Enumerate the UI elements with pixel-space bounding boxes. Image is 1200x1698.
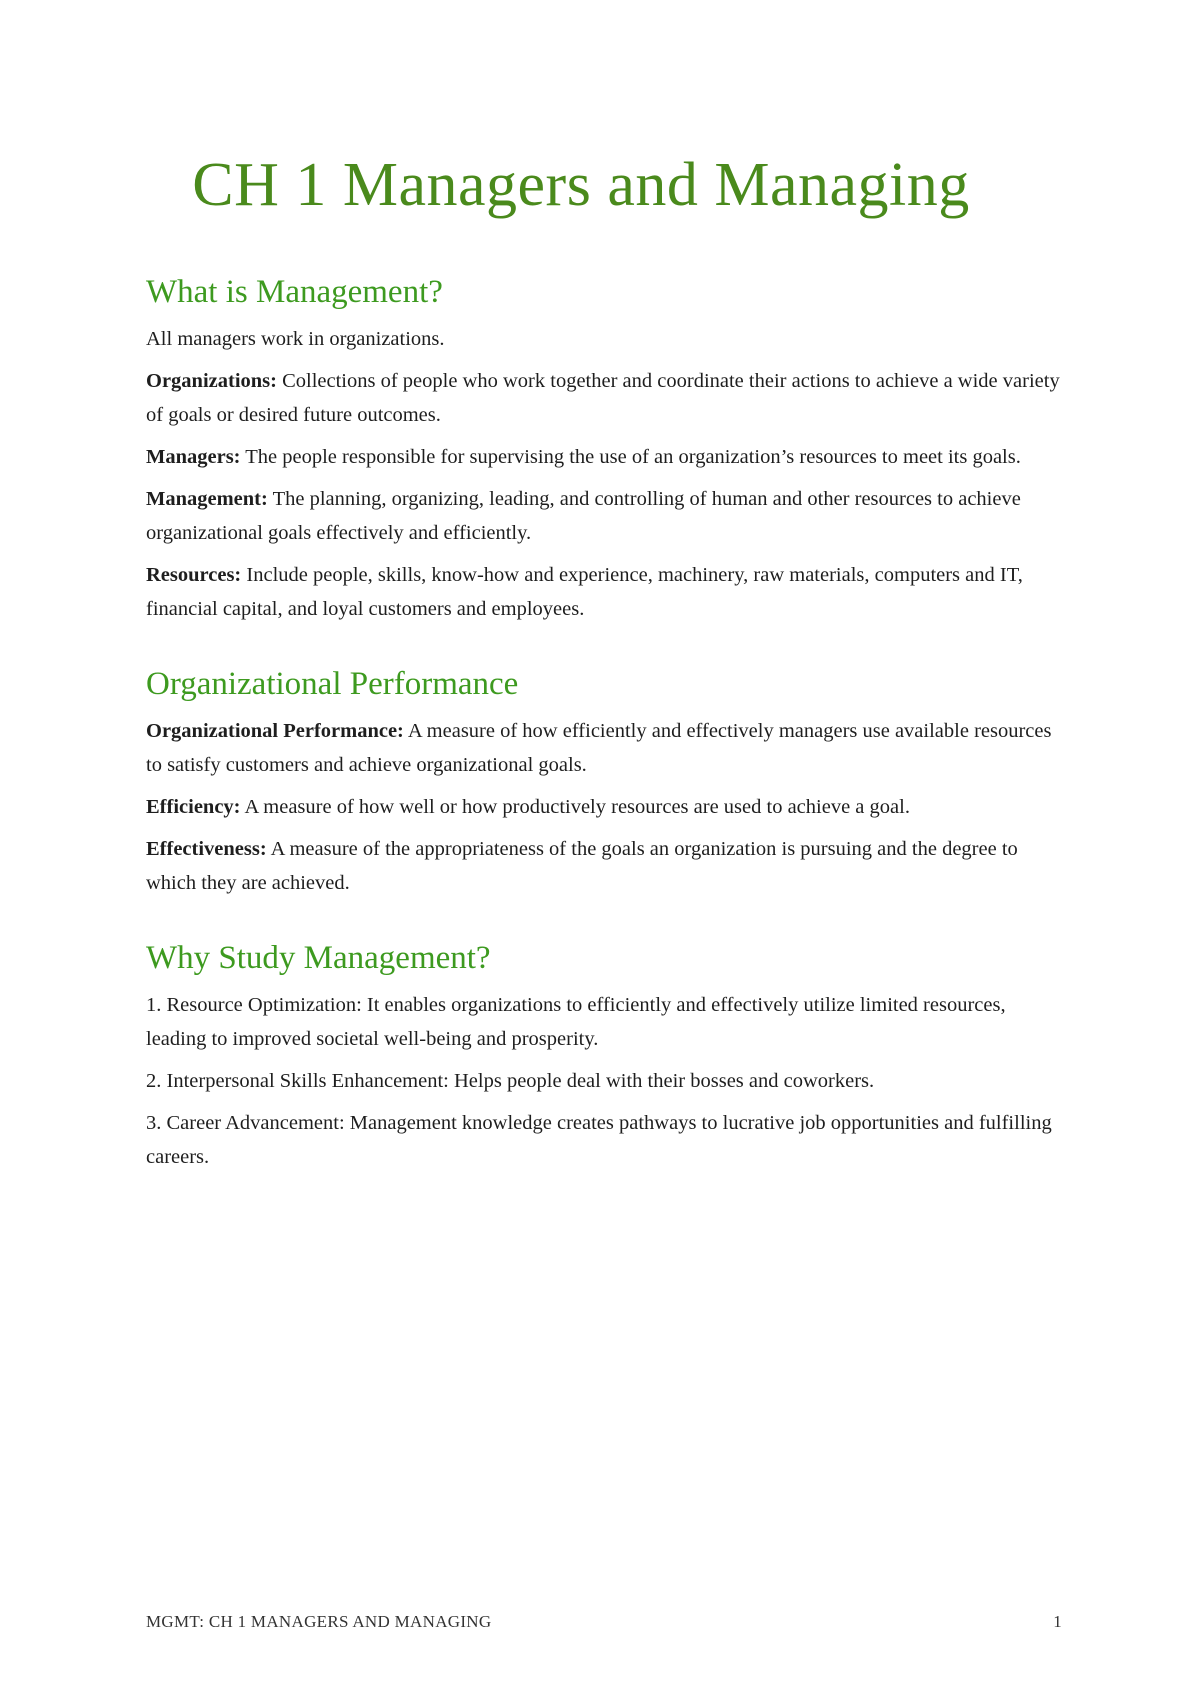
definition-text: The planning, organizing, leading, and controlling of human and other resources to achieve organizational goals effectively and efficiently.: [146, 488, 1021, 544]
list-item: [146, 1106, 1062, 1174]
definition-text: A measure of the appropriateness of the goals an organization is pursuing and the degree to which they are achieved.: [146, 838, 1018, 894]
document-body: [146, 270, 1062, 1182]
list-item-text: 3. Career Advancement: Management knowledge creates pathways to lucrative job opportunities and fulfilling careers.: [146, 1112, 1052, 1168]
definition-text: Include people, skills, know-how and experience, machinery, raw materials, computers and IT, financial capital, and loyal customers and employees.: [146, 564, 1023, 620]
section-organizational-performance: [146, 662, 1062, 900]
definition-term: Efficiency:: [146, 796, 241, 818]
definition-paragraph: [146, 790, 1062, 824]
definition-text: The people responsible for supervising the use of an organization’s resources to meet its goals.: [240, 446, 1021, 468]
section-heading: Why Study Management?: [146, 940, 491, 976]
definition-term: Organizational Performance:: [146, 720, 404, 742]
definition-text: A measure of how well or how productively resources are used to achieve a goal.: [240, 796, 910, 818]
definition-paragraph: [146, 440, 1062, 474]
definition-term: Management:: [146, 488, 268, 510]
section-what-is-management: [146, 270, 1062, 626]
paragraph: [146, 322, 1062, 356]
page-title: CH 1 Managers and Managing: [192, 151, 970, 219]
definition-term: Resources:: [146, 564, 242, 586]
definition-term: Organizations:: [146, 370, 277, 392]
definition-paragraph: [146, 832, 1062, 900]
list-item: [146, 988, 1062, 1056]
definition-paragraph: [146, 364, 1062, 432]
definition-paragraph: [146, 714, 1062, 782]
footer-running-title: MGMT: CH 1 MANAGERS AND MANAGING: [146, 1612, 492, 1631]
definition-paragraph: [146, 482, 1062, 550]
page-number: 1: [1053, 1612, 1062, 1631]
document-page: [146, 0, 1062, 1698]
list-item-text: 2. Interpersonal Skills Enhancement: Helps people deal with their bosses and coworkers.: [146, 1070, 875, 1092]
section-heading: What is Management?: [146, 274, 443, 310]
definition-term: Managers:: [146, 446, 241, 468]
list-item-text: 1. Resource Optimization: It enables organizations to efficiently and effectively utilize limited resources, leading to improved societal well-being and prosperity.: [146, 994, 1006, 1050]
paragraph-text: All managers work in organizations.: [146, 328, 445, 350]
list-item: [146, 1064, 1062, 1098]
section-why-study-management: [146, 936, 1062, 1174]
definition-term: Effectiveness:: [146, 838, 267, 860]
definition-text: Collections of people who work together and coordinate their actions to achieve a wide variety of goals or desired future outcomes.: [146, 370, 1060, 426]
definition-paragraph: [146, 558, 1062, 626]
definition-text: A measure of how efficiently and effectively managers use available resources to satisfy customers and achieve organizational goals.: [146, 720, 1052, 776]
section-heading: Organizational Performance: [146, 666, 519, 702]
